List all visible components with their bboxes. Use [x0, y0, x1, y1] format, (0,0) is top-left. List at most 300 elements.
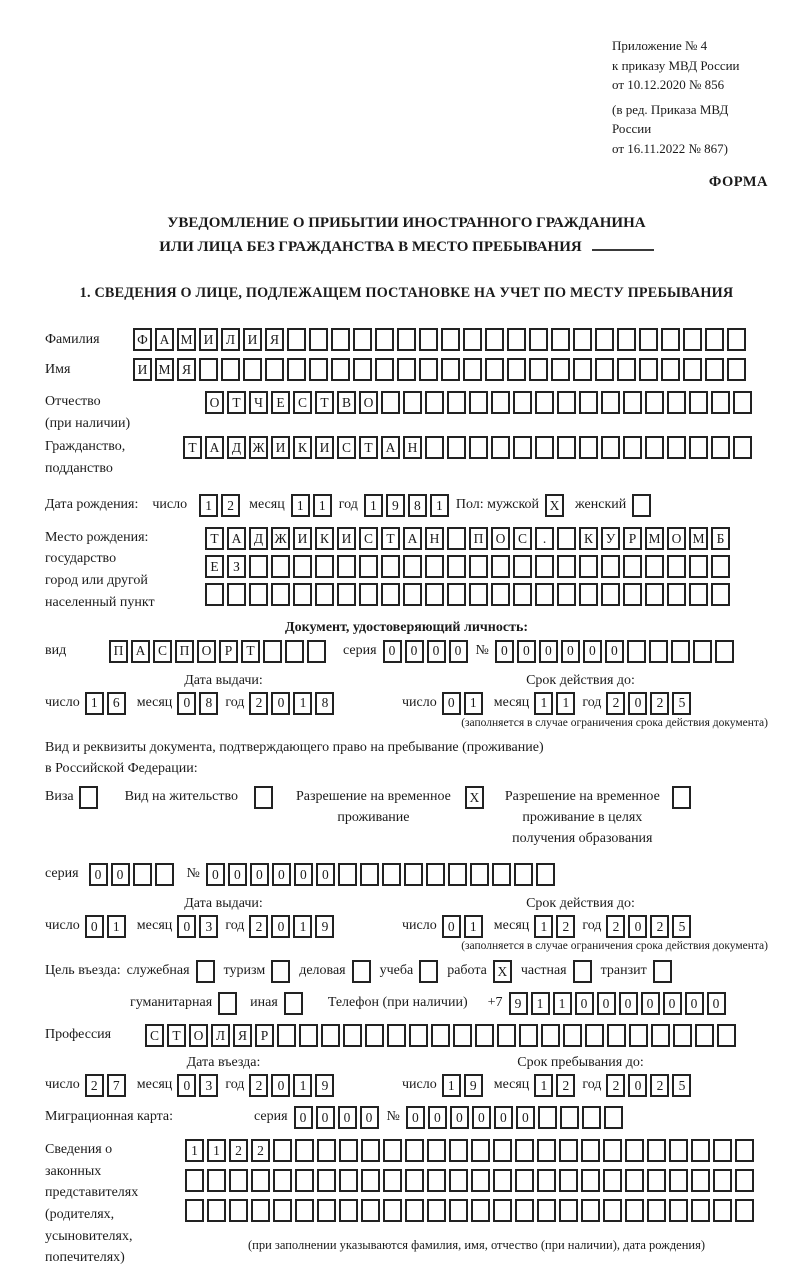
form-cell[interactable]: А [205, 436, 224, 459]
form-cell[interactable] [581, 1199, 600, 1222]
form-cell[interactable] [537, 1169, 556, 1192]
form-cell[interactable]: 1 [185, 1139, 204, 1162]
form-cell[interactable] [447, 527, 466, 550]
form-cell[interactable] [315, 555, 334, 578]
form-cell[interactable] [441, 328, 460, 351]
form-cell[interactable]: 0 [450, 1106, 469, 1129]
form-cell[interactable] [601, 583, 620, 606]
form-cell[interactable]: 0 [294, 1106, 313, 1129]
form-cell[interactable]: 2 [606, 1074, 625, 1097]
purpose-commercial-checkbox[interactable] [352, 960, 374, 983]
form-cell[interactable]: 1 [534, 1074, 553, 1097]
form-cell[interactable]: 0 [539, 640, 558, 663]
form-cell[interactable] [453, 1024, 472, 1047]
form-cell[interactable] [431, 1024, 450, 1047]
form-cell[interactable] [669, 1169, 688, 1192]
form-cell[interactable] [645, 583, 664, 606]
form-cell[interactable] [557, 555, 576, 578]
form-cell[interactable]: А [227, 527, 246, 550]
form-cell[interactable] [595, 358, 614, 381]
form-cell[interactable]: 0 [517, 640, 536, 663]
form-cell[interactable] [639, 328, 658, 351]
form-cell[interactable] [537, 1199, 556, 1222]
form-cell[interactable]: Р [219, 640, 238, 663]
form-cell[interactable] [339, 1169, 358, 1192]
form-cell[interactable]: 0 [628, 692, 647, 715]
form-cell[interactable] [317, 1139, 336, 1162]
form-cell[interactable] [207, 1169, 226, 1192]
form-cell[interactable] [205, 583, 224, 606]
form-cell[interactable] [623, 436, 642, 459]
form-cell[interactable] [449, 1169, 468, 1192]
form-cell[interactable] [727, 358, 746, 381]
form-cell[interactable]: Л [211, 1024, 230, 1047]
form-cell[interactable] [419, 960, 438, 983]
form-cell[interactable]: О [491, 527, 510, 550]
form-cell[interactable]: 8 [199, 692, 218, 715]
form-cell[interactable] [403, 555, 422, 578]
purpose-private-checkbox[interactable] [573, 960, 595, 983]
form-cell[interactable] [287, 328, 306, 351]
form-cell[interactable] [475, 1024, 494, 1047]
form-cell[interactable] [661, 358, 680, 381]
form-cell[interactable]: Н [403, 436, 422, 459]
form-cell[interactable] [513, 391, 532, 414]
form-cell[interactable] [551, 358, 570, 381]
form-cell[interactable] [447, 436, 466, 459]
form-cell[interactable] [713, 1139, 732, 1162]
form-cell[interactable] [425, 555, 444, 578]
form-cell[interactable]: 5 [672, 915, 691, 938]
form-cell[interactable]: 0 [583, 640, 602, 663]
form-cell[interactable] [447, 583, 466, 606]
form-cell[interactable]: 0 [449, 640, 468, 663]
form-cell[interactable] [284, 992, 303, 1015]
res-valid-year-cells[interactable] [606, 915, 694, 938]
form-cell[interactable] [243, 358, 262, 381]
form-cell[interactable]: 1 [199, 494, 218, 517]
form-cell[interactable] [515, 1139, 534, 1162]
form-cell[interactable]: 1 [553, 992, 572, 1015]
form-cell[interactable] [617, 328, 636, 351]
form-cell[interactable] [229, 1169, 248, 1192]
sex-female-checkbox[interactable] [632, 494, 654, 517]
form-cell[interactable] [529, 328, 548, 351]
form-cell[interactable] [579, 583, 598, 606]
form-cell[interactable] [604, 1106, 623, 1129]
form-cell[interactable] [271, 555, 290, 578]
stay-day-cells[interactable] [442, 1074, 486, 1097]
doc-kind-cells[interactable] [109, 640, 329, 663]
form-cell[interactable]: С [337, 436, 356, 459]
form-cell[interactable]: 0 [177, 692, 196, 715]
form-cell[interactable] [227, 583, 246, 606]
form-cell[interactable]: 2 [249, 692, 268, 715]
form-cell[interactable] [691, 1139, 710, 1162]
form-cell[interactable] [271, 960, 290, 983]
form-cell[interactable] [317, 1199, 336, 1222]
form-cell[interactable] [249, 583, 268, 606]
form-cell[interactable]: 0 [111, 863, 130, 886]
form-cell[interactable] [403, 391, 422, 414]
form-cell[interactable] [295, 1199, 314, 1222]
form-cell[interactable]: 1 [364, 494, 383, 517]
form-cell[interactable]: 0 [605, 640, 624, 663]
form-cell[interactable] [538, 1106, 557, 1129]
form-cell[interactable]: О [667, 527, 686, 550]
residence-permit-checkbox[interactable] [254, 786, 276, 809]
form-cell[interactable] [623, 583, 642, 606]
form-cell[interactable] [229, 1199, 248, 1222]
form-cell[interactable]: 2 [606, 915, 625, 938]
form-cell[interactable]: И [293, 527, 312, 550]
doc-series-cells[interactable] [383, 640, 471, 663]
form-cell[interactable] [263, 640, 282, 663]
form-cell[interactable] [360, 863, 379, 886]
form-cell[interactable]: 0 [206, 863, 225, 886]
form-cell[interactable] [513, 555, 532, 578]
form-cell[interactable]: 1 [534, 692, 553, 715]
form-cell[interactable]: М [689, 527, 708, 550]
form-cell[interactable] [515, 1169, 534, 1192]
form-cell[interactable]: К [293, 436, 312, 459]
form-cell[interactable] [491, 583, 510, 606]
form-cell[interactable] [595, 328, 614, 351]
form-cell[interactable]: 9 [315, 1074, 334, 1097]
doc-issue-day-cells[interactable] [85, 692, 129, 715]
form-cell[interactable]: И [315, 436, 334, 459]
form-cell[interactable] [601, 391, 620, 414]
form-cell[interactable]: 1 [293, 692, 312, 715]
form-cell[interactable] [133, 863, 152, 886]
form-cell[interactable]: 2 [85, 1074, 104, 1097]
form-cell[interactable] [563, 1024, 582, 1047]
form-cell[interactable] [375, 328, 394, 351]
sex-male-checkbox[interactable] [545, 494, 567, 517]
mk-number-cells[interactable] [406, 1106, 626, 1129]
form-cell[interactable] [463, 358, 482, 381]
form-cell[interactable] [735, 1199, 754, 1222]
form-cell[interactable] [339, 1139, 358, 1162]
form-cell[interactable] [537, 1139, 556, 1162]
form-cell[interactable] [293, 555, 312, 578]
form-cell[interactable] [513, 583, 532, 606]
form-cell[interactable] [560, 1106, 579, 1129]
form-cell[interactable] [513, 436, 532, 459]
form-cell[interactable] [649, 640, 668, 663]
patronymic-cells[interactable] [205, 391, 755, 414]
form-cell[interactable] [717, 1024, 736, 1047]
profession-cells[interactable] [145, 1024, 739, 1047]
form-cell[interactable]: 2 [249, 915, 268, 938]
form-cell[interactable] [343, 1024, 362, 1047]
form-cell[interactable] [669, 1139, 688, 1162]
form-cell[interactable]: 0 [85, 915, 104, 938]
form-cell[interactable] [581, 1139, 600, 1162]
form-cell[interactable] [629, 1024, 648, 1047]
form-cell[interactable]: 0 [294, 863, 313, 886]
form-cell[interactable]: 0 [405, 640, 424, 663]
form-cell[interactable]: 2 [650, 915, 669, 938]
form-cell[interactable] [603, 1199, 622, 1222]
form-cell[interactable]: 2 [650, 692, 669, 715]
form-cell[interactable]: З [227, 555, 246, 578]
form-cell[interactable] [425, 436, 444, 459]
form-cell[interactable]: 0 [383, 640, 402, 663]
form-cell[interactable] [471, 1199, 490, 1222]
form-cell[interactable]: С [153, 640, 172, 663]
form-cell[interactable]: 2 [556, 915, 575, 938]
form-cell[interactable] [361, 1169, 380, 1192]
form-cell[interactable] [485, 358, 504, 381]
form-cell[interactable] [352, 960, 371, 983]
form-cell[interactable] [711, 436, 730, 459]
form-cell[interactable] [711, 555, 730, 578]
form-cell[interactable]: Я [265, 328, 284, 351]
form-cell[interactable]: Е [271, 391, 290, 414]
form-cell[interactable]: 0 [628, 915, 647, 938]
form-cell[interactable]: С [359, 527, 378, 550]
form-cell[interactable]: 0 [360, 1106, 379, 1129]
stay-year-cells[interactable] [606, 1074, 694, 1097]
temp-residence-checkbox[interactable] [465, 786, 487, 809]
form-cell[interactable] [338, 863, 357, 886]
form-cell[interactable]: 2 [229, 1139, 248, 1162]
form-cell[interactable] [405, 1169, 424, 1192]
form-cell[interactable]: 2 [249, 1074, 268, 1097]
form-cell[interactable] [397, 358, 416, 381]
form-cell[interactable]: Т [205, 527, 224, 550]
form-cell[interactable]: 1 [556, 692, 575, 715]
form-cell[interactable]: X [493, 960, 512, 983]
form-cell[interactable] [579, 436, 598, 459]
form-cell[interactable] [185, 1199, 204, 1222]
legal-rep-cells-row2[interactable] [185, 1169, 768, 1192]
form-cell[interactable] [733, 391, 752, 414]
purpose-study-checkbox[interactable] [419, 960, 441, 983]
doc-valid-year-cells[interactable] [606, 692, 694, 715]
form-cell[interactable] [607, 1024, 626, 1047]
form-cell[interactable] [447, 391, 466, 414]
form-cell[interactable]: Т [359, 436, 378, 459]
entry-month-cells[interactable] [177, 1074, 221, 1097]
form-cell[interactable] [689, 436, 708, 459]
form-cell[interactable] [551, 328, 570, 351]
form-cell[interactable] [409, 1024, 428, 1047]
form-cell[interactable]: О [205, 391, 224, 414]
form-cell[interactable]: А [403, 527, 422, 550]
form-cell[interactable]: Д [249, 527, 268, 550]
purpose-other-checkbox[interactable] [284, 992, 306, 1015]
form-cell[interactable] [715, 640, 734, 663]
form-cell[interactable] [321, 1024, 340, 1047]
form-cell[interactable] [573, 328, 592, 351]
form-cell[interactable] [735, 1169, 754, 1192]
form-cell[interactable]: И [133, 358, 152, 381]
form-cell[interactable] [647, 1199, 666, 1222]
form-cell[interactable]: 1 [85, 692, 104, 715]
form-cell[interactable] [645, 555, 664, 578]
form-cell[interactable] [251, 1199, 270, 1222]
form-cell[interactable]: 2 [251, 1139, 270, 1162]
form-cell[interactable] [469, 555, 488, 578]
form-cell[interactable] [632, 494, 651, 517]
form-cell[interactable]: 0 [271, 692, 290, 715]
form-cell[interactable] [667, 436, 686, 459]
form-cell[interactable]: 0 [442, 692, 461, 715]
form-cell[interactable] [514, 863, 533, 886]
form-cell[interactable] [382, 863, 401, 886]
form-cell[interactable] [448, 863, 467, 886]
form-cell[interactable]: Т [381, 527, 400, 550]
form-cell[interactable]: 7 [107, 1074, 126, 1097]
birth-place-cells-row1[interactable] [205, 527, 733, 550]
form-cell[interactable] [155, 863, 174, 886]
form-cell[interactable] [493, 1139, 512, 1162]
form-cell[interactable] [639, 358, 658, 381]
form-cell[interactable] [693, 640, 712, 663]
form-cell[interactable]: О [197, 640, 216, 663]
form-cell[interactable] [492, 863, 511, 886]
form-cell[interactable]: 0 [442, 915, 461, 938]
form-cell[interactable] [579, 391, 598, 414]
form-cell[interactable] [515, 1199, 534, 1222]
form-cell[interactable] [541, 1024, 560, 1047]
form-cell[interactable]: М [177, 328, 196, 351]
form-cell[interactable] [535, 555, 554, 578]
form-cell[interactable]: 0 [663, 992, 682, 1015]
form-cell[interactable]: 0 [338, 1106, 357, 1129]
form-cell[interactable] [427, 1169, 446, 1192]
form-cell[interactable] [295, 1139, 314, 1162]
phone-cells[interactable] [509, 992, 729, 1015]
form-cell[interactable] [625, 1169, 644, 1192]
form-cell[interactable]: X [545, 494, 564, 517]
form-cell[interactable] [557, 527, 576, 550]
form-cell[interactable]: О [189, 1024, 208, 1047]
visa-checkbox[interactable] [79, 786, 101, 809]
form-cell[interactable] [359, 583, 378, 606]
stay-month-cells[interactable] [534, 1074, 578, 1097]
form-cell[interactable] [199, 358, 218, 381]
form-cell[interactable]: Р [255, 1024, 274, 1047]
form-cell[interactable] [667, 583, 686, 606]
mk-series-cells[interactable] [294, 1106, 382, 1129]
form-cell[interactable] [207, 1199, 226, 1222]
res-valid-month-cells[interactable] [534, 915, 578, 938]
form-cell[interactable] [573, 358, 592, 381]
form-cell[interactable] [733, 436, 752, 459]
form-cell[interactable]: 1 [531, 992, 550, 1015]
form-cell[interactable]: А [131, 640, 150, 663]
form-cell[interactable]: 1 [464, 692, 483, 715]
surname-cells[interactable] [133, 328, 749, 351]
form-cell[interactable] [705, 358, 724, 381]
form-cell[interactable] [221, 358, 240, 381]
res-issue-year-cells[interactable] [249, 915, 337, 938]
form-cell[interactable]: 0 [89, 863, 108, 886]
form-cell[interactable]: 1 [534, 915, 553, 938]
form-cell[interactable] [689, 391, 708, 414]
form-cell[interactable] [557, 391, 576, 414]
form-cell[interactable] [645, 436, 664, 459]
form-cell[interactable] [339, 1199, 358, 1222]
doc-valid-day-cells[interactable] [442, 692, 486, 715]
form-cell[interactable] [387, 1024, 406, 1047]
form-cell[interactable]: Т [241, 640, 260, 663]
res-series-cells[interactable] [89, 863, 177, 886]
form-cell[interactable] [425, 391, 444, 414]
form-cell[interactable] [691, 1199, 710, 1222]
res-valid-day-cells[interactable] [442, 915, 486, 938]
form-cell[interactable] [469, 436, 488, 459]
form-cell[interactable] [299, 1024, 318, 1047]
form-cell[interactable]: 0 [272, 863, 291, 886]
form-cell[interactable] [497, 1024, 516, 1047]
form-cell[interactable] [405, 1199, 424, 1222]
form-cell[interactable]: 0 [228, 863, 247, 886]
form-cell[interactable]: Е [205, 555, 224, 578]
form-cell[interactable] [419, 328, 438, 351]
form-cell[interactable] [425, 583, 444, 606]
form-cell[interactable]: 0 [516, 1106, 535, 1129]
form-cell[interactable] [196, 960, 215, 983]
form-cell[interactable] [361, 1199, 380, 1222]
form-cell[interactable] [695, 1024, 714, 1047]
doc-valid-month-cells[interactable] [534, 692, 578, 715]
form-cell[interactable]: 2 [650, 1074, 669, 1097]
form-cell[interactable] [491, 391, 510, 414]
form-cell[interactable] [493, 1169, 512, 1192]
birth-month-cells[interactable] [291, 494, 335, 517]
form-cell[interactable] [623, 555, 642, 578]
form-cell[interactable] [441, 358, 460, 381]
form-cell[interactable] [667, 555, 686, 578]
form-cell[interactable] [645, 391, 664, 414]
form-cell[interactable] [711, 583, 730, 606]
form-cell[interactable] [315, 583, 334, 606]
form-cell[interactable] [691, 1169, 710, 1192]
form-cell[interactable] [689, 555, 708, 578]
form-cell[interactable]: 0 [494, 1106, 513, 1129]
form-cell[interactable] [383, 1169, 402, 1192]
form-cell[interactable] [265, 358, 284, 381]
form-cell[interactable] [273, 1139, 292, 1162]
citizenship-cells[interactable] [183, 436, 755, 459]
form-cell[interactable]: 1 [313, 494, 332, 517]
form-cell[interactable]: И [199, 328, 218, 351]
form-cell[interactable] [361, 1139, 380, 1162]
form-cell[interactable] [617, 358, 636, 381]
form-cell[interactable] [683, 328, 702, 351]
form-cell[interactable]: 0 [628, 1074, 647, 1097]
form-cell[interactable]: 9 [509, 992, 528, 1015]
form-cell[interactable]: 0 [271, 915, 290, 938]
form-cell[interactable]: К [579, 527, 598, 550]
form-cell[interactable]: 9 [315, 915, 334, 938]
form-cell[interactable]: С [293, 391, 312, 414]
form-cell[interactable]: 1 [430, 494, 449, 517]
form-cell[interactable] [307, 640, 326, 663]
form-cell[interactable]: 0 [561, 640, 580, 663]
form-cell[interactable] [273, 1169, 292, 1192]
form-cell[interactable]: 1 [293, 1074, 312, 1097]
form-cell[interactable]: 0 [271, 1074, 290, 1097]
form-cell[interactable]: 9 [464, 1074, 483, 1097]
form-cell[interactable] [309, 328, 328, 351]
form-cell[interactable] [651, 1024, 670, 1047]
form-cell[interactable]: П [175, 640, 194, 663]
